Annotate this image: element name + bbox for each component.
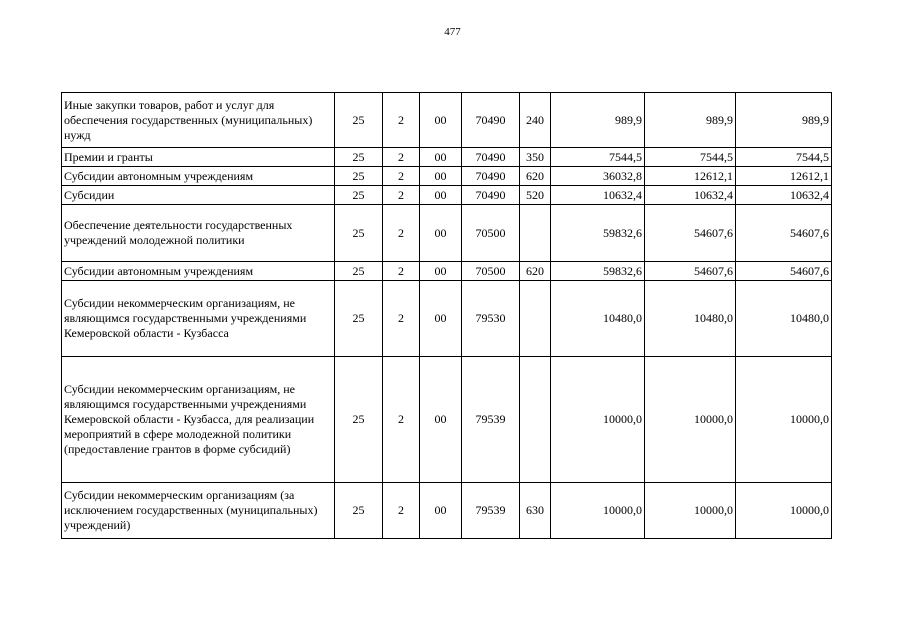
budget-table xyxy=(61,92,832,539)
row-code-3: 00 xyxy=(420,262,462,281)
row-value-3: 10480,0 xyxy=(736,281,832,357)
row-code-4: 79539 xyxy=(462,483,520,539)
row-name: Субсидии xyxy=(62,186,335,205)
row-name: Обеспечение деятельности государственных учреждений молодежной политики xyxy=(62,205,335,262)
row-value-2: 54607,6 xyxy=(645,205,736,262)
row-value-2: 10000,0 xyxy=(645,357,736,483)
row-value-2: 989,9 xyxy=(645,93,736,148)
row-code-4: 70490 xyxy=(462,93,520,148)
row-code-2: 2 xyxy=(383,483,420,539)
table-row xyxy=(62,281,832,357)
row-code-2: 2 xyxy=(383,167,420,186)
row-code-2: 2 xyxy=(383,357,420,483)
row-code-2: 2 xyxy=(383,186,420,205)
row-code-5: 520 xyxy=(520,186,551,205)
row-code-4: 79530 xyxy=(462,281,520,357)
row-code-1: 25 xyxy=(335,281,383,357)
row-code-3: 00 xyxy=(420,483,462,539)
row-code-2: 2 xyxy=(383,262,420,281)
table-row xyxy=(62,148,832,167)
table-row xyxy=(62,262,832,281)
row-code-2: 2 xyxy=(383,148,420,167)
row-code-4: 70490 xyxy=(462,186,520,205)
row-value-3: 10000,0 xyxy=(736,357,832,483)
row-code-5 xyxy=(520,357,551,483)
row-value-1: 36032,8 xyxy=(551,167,645,186)
row-code-4: 79539 xyxy=(462,357,520,483)
row-value-3: 54607,6 xyxy=(736,205,832,262)
row-value-2: 54607,6 xyxy=(645,262,736,281)
page-number: 477 xyxy=(444,26,461,38)
row-code-4: 70500 xyxy=(462,205,520,262)
row-code-5: 630 xyxy=(520,483,551,539)
row-value-1: 10000,0 xyxy=(551,357,645,483)
row-code-2: 2 xyxy=(383,93,420,148)
row-value-2: 10632,4 xyxy=(645,186,736,205)
row-code-1: 25 xyxy=(335,205,383,262)
table-row xyxy=(62,205,832,262)
row-code-5: 620 xyxy=(520,167,551,186)
row-name: Премии и гранты xyxy=(62,148,335,167)
row-code-2: 2 xyxy=(383,281,420,357)
row-value-1: 10632,4 xyxy=(551,186,645,205)
row-code-5: 240 xyxy=(520,93,551,148)
row-name: Субсидии некоммерческим организациям, не являющимся государственными учреждениями Кемеровской области - Кузбасса xyxy=(62,281,335,357)
row-name: Субсидии автономным учреждениям xyxy=(62,262,335,281)
row-value-2: 10000,0 xyxy=(645,483,736,539)
row-code-5 xyxy=(520,205,551,262)
row-value-3: 989,9 xyxy=(736,93,832,148)
row-code-5: 350 xyxy=(520,148,551,167)
row-value-1: 59832,6 xyxy=(551,262,645,281)
row-name: Субсидии некоммерческим организациям, не являющимся государственными учреждениями Кемеровской области - Кузбасса, для реализации мероприятий в сфере молодежной политики (предоставление грантов в форме субсидий) xyxy=(62,357,335,483)
table-row xyxy=(62,186,832,205)
row-code-1: 25 xyxy=(335,167,383,186)
row-code-3: 00 xyxy=(420,167,462,186)
row-value-2: 7544,5 xyxy=(645,148,736,167)
row-value-2: 12612,1 xyxy=(645,167,736,186)
row-code-5 xyxy=(520,281,551,357)
row-code-4: 70500 xyxy=(462,262,520,281)
row-name: Иные закупки товаров, работ и услуг для обеспечения государственных (муниципальных) нужд xyxy=(62,93,335,148)
row-code-2: 2 xyxy=(383,205,420,262)
row-value-2: 10480,0 xyxy=(645,281,736,357)
row-code-3: 00 xyxy=(420,93,462,148)
table-row xyxy=(62,93,832,148)
row-value-3: 10632,4 xyxy=(736,186,832,205)
table-row xyxy=(62,167,832,186)
row-value-1: 7544,5 xyxy=(551,148,645,167)
row-code-3: 00 xyxy=(420,148,462,167)
row-value-1: 989,9 xyxy=(551,93,645,148)
row-value-3: 10000,0 xyxy=(736,483,832,539)
row-code-3: 00 xyxy=(420,281,462,357)
row-code-4: 70490 xyxy=(462,167,520,186)
row-name: Субсидии автономным учреждениям xyxy=(62,167,335,186)
row-name: Субсидии некоммерческим организациям (за исключением государственных (муниципальных) учреждений) xyxy=(62,483,335,539)
row-code-3: 00 xyxy=(420,205,462,262)
row-code-1: 25 xyxy=(335,262,383,281)
row-value-1: 10000,0 xyxy=(551,483,645,539)
row-code-3: 00 xyxy=(420,357,462,483)
row-code-3: 00 xyxy=(420,186,462,205)
row-code-4: 70490 xyxy=(462,148,520,167)
row-code-1: 25 xyxy=(335,186,383,205)
row-value-3: 54607,6 xyxy=(736,262,832,281)
row-value-1: 10480,0 xyxy=(551,281,645,357)
row-code-1: 25 xyxy=(335,93,383,148)
table-row xyxy=(62,357,832,483)
row-value-3: 12612,1 xyxy=(736,167,832,186)
table-row xyxy=(62,483,832,539)
row-code-1: 25 xyxy=(335,148,383,167)
row-value-1: 59832,6 xyxy=(551,205,645,262)
row-code-1: 25 xyxy=(335,357,383,483)
row-value-3: 7544,5 xyxy=(736,148,832,167)
row-code-1: 25 xyxy=(335,483,383,539)
row-code-5: 620 xyxy=(520,262,551,281)
